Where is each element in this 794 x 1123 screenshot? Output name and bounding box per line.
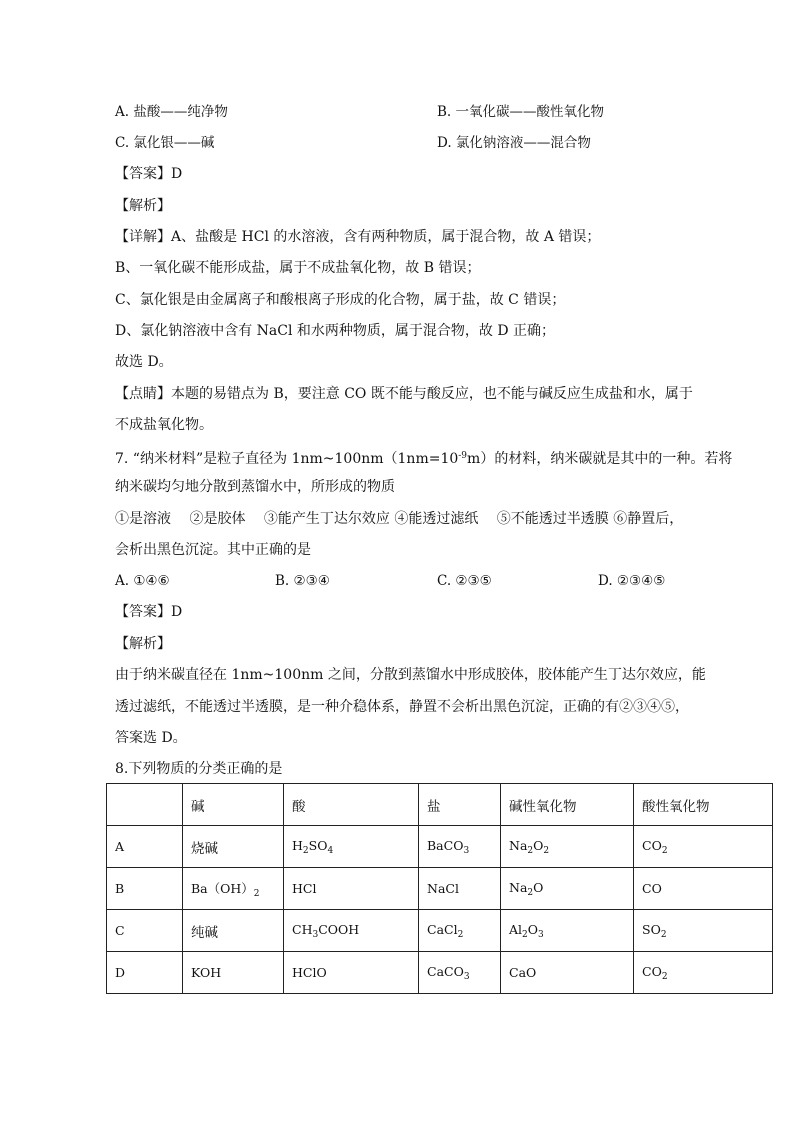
q6-detail-line: C、氯化银是由金属离子和酸根离子形成的化合物，属于盐，故 C 错误； bbox=[115, 292, 566, 308]
formula-part: O bbox=[533, 837, 544, 853]
table-row bbox=[107, 952, 773, 994]
q6-detail-line: 故选 D。 bbox=[115, 354, 173, 370]
q6-tip-line: 不成盐氧化物。 bbox=[115, 417, 213, 433]
q7-analysis-line: 由于纳米碳直径在 1nm~100nm 之间，分散到蒸馏水中形成胶体，胶体能产生丁达尔效应，能 bbox=[115, 667, 706, 683]
base-cell: KOH bbox=[183, 952, 284, 994]
formula-part: COOH bbox=[318, 921, 360, 937]
q6-option-c: C. 氯化银——碱 bbox=[115, 135, 215, 151]
row-label: B bbox=[107, 868, 183, 910]
q6-detail-line: D、氯化钠溶液中含有 NaCl 和水两种物质，属于混合物，故 D 正确； bbox=[115, 323, 556, 339]
formula-subscript: 2 bbox=[543, 845, 550, 856]
formula-part: Na bbox=[509, 879, 528, 895]
formula-part: BaCO bbox=[427, 837, 464, 853]
basic-oxide-cell bbox=[501, 868, 634, 910]
q7-stem-line: 会析出黑色沉淀。其中正确的是 bbox=[115, 542, 311, 558]
header-cell: 酸性氧化物 bbox=[634, 784, 773, 826]
formula-part: Al bbox=[509, 921, 523, 937]
q6-detail-line: B、一氧化碳不能形成盐，属于不成盐氧化物，故 B 错误； bbox=[115, 260, 481, 276]
q7-exponent: -9 bbox=[458, 451, 468, 461]
formula-part: SO bbox=[308, 837, 328, 853]
formula-subscript: 3 bbox=[312, 929, 319, 940]
header-cell bbox=[107, 784, 183, 826]
row-label: A bbox=[107, 826, 183, 868]
header-cell: 酸 bbox=[284, 784, 419, 826]
formula-part: CaCl bbox=[427, 921, 458, 937]
base-cell bbox=[183, 868, 284, 910]
formula-subscript: 2 bbox=[527, 887, 534, 898]
q6-tip-line: 【点睛】本题的易错点为 B，要注意 CO 既不能与酸反应，也不能与碱反应生成盐和水，属于 bbox=[115, 386, 693, 402]
salt-cell bbox=[419, 826, 501, 868]
q7-analysis-line: 答案选 D。 bbox=[115, 730, 187, 746]
formula-subscript: 2 bbox=[302, 845, 309, 856]
q7-stem-line: 纳米碳均匀地分散到蒸馏水中，所形成的物质 bbox=[115, 479, 395, 495]
acidic-oxide-cell: CO bbox=[634, 868, 773, 910]
formula-subscript: 3 bbox=[538, 929, 544, 940]
classification-table bbox=[106, 783, 773, 994]
formula-part: O bbox=[533, 879, 544, 895]
basic-oxide-cell bbox=[501, 826, 634, 868]
q6-option-d: D. 氯化钠溶液——混合物 bbox=[437, 135, 591, 151]
salt-cell bbox=[419, 952, 501, 994]
table-row bbox=[107, 910, 773, 952]
formula-part: CO bbox=[642, 837, 662, 853]
acid-cell bbox=[284, 826, 419, 868]
header-cell: 碱 bbox=[183, 784, 284, 826]
formula-part: H bbox=[292, 837, 303, 853]
q7-option-d: D. ②③④⑤ bbox=[598, 573, 666, 589]
formula-subscript: 2 bbox=[661, 971, 668, 982]
acid-cell bbox=[284, 910, 419, 952]
formula-subscript: 4 bbox=[327, 845, 334, 856]
q8-stem: 8.下列物质的分类正确的是 bbox=[115, 761, 283, 777]
q6-answer: 【答案】D bbox=[115, 166, 183, 182]
q6-option-b: B. 一氧化碳——酸性氧化物 bbox=[437, 104, 605, 120]
formula-part: CH bbox=[292, 921, 313, 937]
header-cell: 碱性氧化物 bbox=[501, 784, 634, 826]
q7-stem-text: m）的材料，纳米碳就是其中的一种。若将 bbox=[467, 451, 733, 467]
header-cell: 盐 bbox=[419, 784, 501, 826]
formula-subscript: 2 bbox=[660, 929, 667, 940]
table-row bbox=[107, 826, 773, 868]
table-header-row bbox=[107, 784, 773, 826]
acid-cell: HCl bbox=[284, 868, 419, 910]
q7-option-c: C. ②③⑤ bbox=[437, 573, 492, 589]
formula-subscript: 3 bbox=[463, 971, 470, 982]
acidic-oxide-cell bbox=[634, 910, 773, 952]
q6-option-a: A. 盐酸——纯净物 bbox=[115, 104, 228, 120]
base-cell: 烧碱 bbox=[183, 826, 284, 868]
formula-part: SO bbox=[642, 921, 661, 937]
formula-part: Na bbox=[509, 837, 528, 853]
formula-subscript: 2 bbox=[457, 929, 464, 940]
basic-oxide-cell bbox=[501, 910, 634, 952]
formula-subscript: 2 bbox=[527, 845, 534, 856]
q7-stem-line bbox=[115, 446, 732, 469]
base-cell: 纯碱 bbox=[183, 910, 284, 952]
table-row bbox=[107, 868, 773, 910]
formula-subscript: 2 bbox=[661, 845, 668, 856]
q6-detail-line: 【详解】A、盐酸是 HCl 的水溶液，含有两种物质，属于混合物，故 A 错误； bbox=[115, 229, 601, 245]
q7-option-a: A. ①④⑥ bbox=[115, 573, 170, 589]
formula-part: CO bbox=[642, 963, 662, 979]
q7-analysis-line: 透过滤纸，不能透过半透膜，是一种介稳体系，静置不会析出黑色沉淀，正确的有②③④⑤， bbox=[115, 699, 689, 715]
q7-stem-text: 7. “纳米材料”是粒子直径为 1nm~100nm（1nm=10 bbox=[115, 451, 459, 467]
row-label: C bbox=[107, 910, 183, 952]
acidic-oxide-cell bbox=[634, 826, 773, 868]
formula-part: Ba（OH） bbox=[191, 880, 254, 896]
q7-analysis-heading: 【解析】 bbox=[115, 636, 171, 652]
row-label: D bbox=[107, 952, 183, 994]
salt-cell: NaCl bbox=[419, 868, 501, 910]
acidic-oxide-cell bbox=[634, 952, 773, 994]
basic-oxide-cell: CaO bbox=[501, 952, 634, 994]
formula-subscript: 2 bbox=[522, 929, 528, 940]
q7-stem-line: ①是溶液 ②是胶体 ③能产生丁达尔效应 ④能透过滤纸 ⑤不能透过半透膜 ⑥静置后， bbox=[115, 511, 684, 527]
acid-cell: HClO bbox=[284, 952, 419, 994]
formula-subscript: 3 bbox=[463, 845, 470, 856]
formula-part: CaCO bbox=[427, 963, 464, 979]
salt-cell bbox=[419, 910, 501, 952]
formula-part: O bbox=[527, 921, 539, 937]
q7-answer: 【答案】D bbox=[115, 604, 183, 620]
q7-option-b: B. ②③④ bbox=[275, 573, 330, 589]
q6-analysis-heading: 【解析】 bbox=[115, 198, 171, 214]
formula-subscript: 2 bbox=[253, 888, 260, 899]
